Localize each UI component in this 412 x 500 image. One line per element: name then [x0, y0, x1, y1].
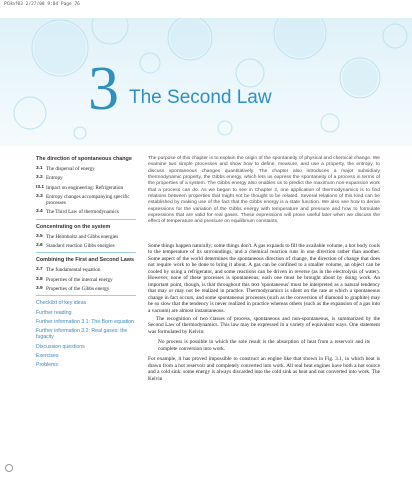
link-exercises: Exercises	[36, 353, 59, 360]
item-title: The dispersal of energy	[46, 166, 95, 172]
body-paragraph-2: The recognition of two classes of process, spontaneous and non-spontaneous, is summarized by the Second Law of thermodynamics. This law may be expressed in a variety of equivalent ways. One statement was formulated by Kelvin:	[148, 315, 380, 335]
divider	[36, 219, 136, 220]
item-number: 3.2	[36, 175, 43, 181]
link-further-info-3-2: Further information 3.2: Real gases: the fugacity	[36, 328, 128, 341]
contents-group-2	[36, 224, 136, 250]
item-title: Properties of the Gibbs energy	[46, 285, 110, 292]
body-paragraph-1: Some things happen naturally; some things don't. A gas expands to fill the available volume, a hot body cools to the temperature of its surroundings, and a chemical reaction runs in one direction rather than another. Some aspect of the world determines the spontaneous direction of change, the direction of change that does not require work to be done to bring it about. A gas can be confined to a smaller volume, an object can be cooled by using a refrigerator, and some reactions can be driven in reverse (as in the electrolysis of water). However, none of these processes is spontaneous; each one must be brought about by doing work. An important point, though, is that throughout this text 'spontaneous' must be interpreted as a natural tendency that may or may not be realized in practice. Thermodynamics is silent on the rate at which a spontaneous change in fact occurs, and some spontaneous processes (such as the conversion of diamond to graphite) may be so slow that the tendency is never realized in practice whereas others (such as the expansion of a gas into a vacuum) are almost instantaneous.	[148, 243, 380, 314]
item-number: 3.1	[36, 166, 43, 171]
contents-item	[36, 166, 136, 172]
item-number: I3.1	[36, 184, 45, 190]
link-checklist: Checklist of key ideas	[36, 300, 87, 307]
item-title: Entropy	[46, 175, 63, 182]
divider	[36, 252, 136, 253]
registration-mark	[5, 464, 13, 472]
contents-item	[36, 286, 136, 292]
print-slug: PCHaf03 2/27/08 9:04 Page 76	[4, 2, 80, 7]
item-number: 3.3	[36, 193, 43, 199]
item-number: 3.6	[36, 243, 43, 249]
chapter-banner	[0, 18, 412, 146]
divider	[36, 295, 136, 296]
link-further-info-3-1: Further information 3.1: The Born equation	[36, 318, 134, 325]
contents-item	[36, 175, 136, 181]
contents-group-3	[36, 257, 136, 292]
link-problems: Problems	[36, 362, 58, 369]
bubbles-decoration	[0, 18, 412, 146]
contents-item	[36, 234, 136, 240]
item-title: The fundamental equation	[46, 267, 101, 274]
item-title: Standard reaction Gibbs energies	[46, 243, 115, 250]
item-number: 3.9	[36, 285, 43, 291]
body-text	[148, 243, 380, 384]
chapter-title: The Second Law	[129, 87, 272, 108]
item-title: The Third Law of thermodynamics	[46, 209, 119, 216]
contents-item	[36, 209, 136, 215]
contents-item	[36, 267, 136, 273]
item-title: Entropy changes accompanying specific processes	[46, 193, 130, 207]
link-further-reading: Further reading	[36, 309, 72, 316]
item-title: The Helmholtz and Gibbs energies	[46, 233, 119, 240]
contents-group-heading: Concentrating on the system	[36, 223, 111, 230]
contents-item	[36, 194, 136, 207]
contents-group-1	[36, 156, 136, 216]
chapter-contents	[36, 156, 136, 372]
contents-item	[36, 243, 136, 249]
body-paragraph-3: For example, it has proved impossible to construct an engine like that shown in Fig. 3.1, in which heat is drawn from a hot reservoir and completely converted into work. All real heat engines have both a hot source and a cold sink; some energy is always discarded into the cold sink as heat and not converted into work. The Kelvin	[148, 356, 380, 382]
kelvin-statement: No process is possible in which the sole result is the absorption of heat from a reservoir and its complete conversion into work.	[158, 339, 370, 352]
item-title: Properties of the internal energy	[46, 276, 113, 283]
item-number: 3.8	[36, 276, 43, 282]
chapter-number: 3	[88, 55, 119, 123]
chapter-introduction: The purpose of this chapter is to explain the origin of the spontaneity of physical and chemical change. We examine two simple processes and show how to define, measure, and use a property, the entropy, to discuss spontaneous changes quantitatively. The chapter also introduces a major subsidiary thermodynamic property, the Gibbs energy, which lets us express the spontaneity of a process in terms of the properties of a system. The Gibbs energy also enables us to predict the maximum non-expansion work that a process can do. As we began to see in Chapter 2, one application of thermodynamics is to find relations between properties that might not be thought to be related. Several relations of this kind can be established by making use of the fact that the Gibbs energy is a state function. We also see how to derive expressions for the variation of the Gibbs energy with temperature and pressure and how to formulate expressions that are valid for real gases. These expressions will prove useful later when we discuss the effect of temperature and pressure on equilibrium constants.	[148, 156, 380, 225]
item-title: Impact on engineering: Refrigeration	[46, 184, 124, 191]
link-discussion-questions: Discussion questions	[36, 343, 85, 350]
chapter-end-links	[36, 300, 136, 368]
item-number: 3.7	[36, 267, 43, 273]
contents-group-heading: The direction of spontaneous change	[36, 156, 132, 162]
contents-group-heading: Combining the First and Second Laws	[36, 257, 134, 264]
contents-item	[36, 277, 136, 283]
item-number: 3.4	[36, 209, 43, 215]
item-number: 3.5	[36, 233, 43, 239]
contents-item	[36, 185, 136, 191]
